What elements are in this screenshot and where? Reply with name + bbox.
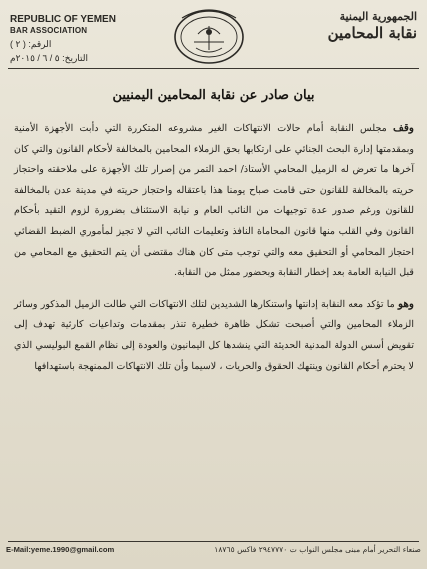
statement-title: بيان صادر عن نقابة المحامين اليمنيين bbox=[112, 88, 315, 103]
paragraph-1-lead: وقف bbox=[393, 122, 414, 134]
republic-name-en: REPUBLIC OF YEMEN bbox=[10, 14, 116, 25]
header-divider bbox=[8, 68, 419, 69]
letterhead-arabic bbox=[287, 10, 417, 42]
emblem-seal-icon bbox=[168, 4, 250, 66]
letter-date: التاريخ: ٥ / ٦ / ٢٠١٥م bbox=[10, 53, 89, 63]
footer-divider bbox=[8, 541, 419, 542]
footer-email: E-Mail:yeme.1990@gmail.com bbox=[6, 545, 115, 554]
statement-body bbox=[14, 118, 414, 377]
bar-association-en: BAR ASSOCIATION bbox=[10, 26, 88, 35]
reference-number: الرقم: ( ٢ ) bbox=[10, 39, 52, 49]
paragraph-1 bbox=[14, 118, 414, 284]
paragraph-2-text: ما تؤكد معه النقابة إدانتها واستنكارها الشديدين لتلك الانتهاكات التي طالت الزميل المذكور وسائر الزملاء المحامين والتي أصبحت تشكل ظاهرة خطيرة تنذر بمقدمات وتداعيات كارثية تهدف إلى تقويض أسس الدولة المدنية الحديثة التي ينشدها كل اليمانيون والعودة إلى نظام القمع البوليسي الذي لا يحترم أحكام القانون وينتهك الحقوق والحريات ، لاسيما وأن تلك الانتهاكات الممنهجة باستهدافها bbox=[14, 298, 414, 372]
paragraph-2-lead: وهو bbox=[397, 297, 414, 310]
paragraph-1-text: مجلس النقابة أمام حالات الانتهاكات الغير مشروعه المتكررة التي دأبت الأجهزة الأمنية وبمقدمتها إدارة البحث الجنائي على ارتكابها بحق الزملاء المحامين بالمخالفة لأحكام القانون والتي كان آخرها ما تعرض له الزميل المحامي الأستاذ/ احمد التمر من إصرار تلك الأجهزة على ملاحقته واحتجاز حريته بالمخالفة للقانون حتى قامت صباح يومنا هذا باعتقاله واحتجاز حريته في مدينة عدن بالمخالفة للقانون ورغم صدور عدة توجيهات من النائب العام و نيابة الاستئناف بضرورة لزوم التقيد بأحكام القانون وفي القلب منها قانون المحاماة النافذ وتعليمات النائب التي لا تجيز لمأموري الضبط القضائي احتجاز المحامي أو التحقيق معه والتي توجب متى كان هناك مقتضى أن يتم التحقيق مع المحامي من قبل النيابة العامة بعد إخطار النقابة وبحضور ممثل من النقابة. bbox=[14, 123, 414, 279]
syndicate-name-ar: نقابة المحامين bbox=[327, 24, 417, 42]
letterhead-english bbox=[10, 14, 150, 64]
paragraph-2 bbox=[14, 294, 414, 377]
footer-address: صنعاء التحرير أمام مبنى مجلس النواب ت ٢٩٤٧٧٧٠ فاكس ١٨٧٦٥ bbox=[214, 545, 421, 554]
republic-name-ar: الجمهورية اليمنية bbox=[339, 10, 417, 23]
